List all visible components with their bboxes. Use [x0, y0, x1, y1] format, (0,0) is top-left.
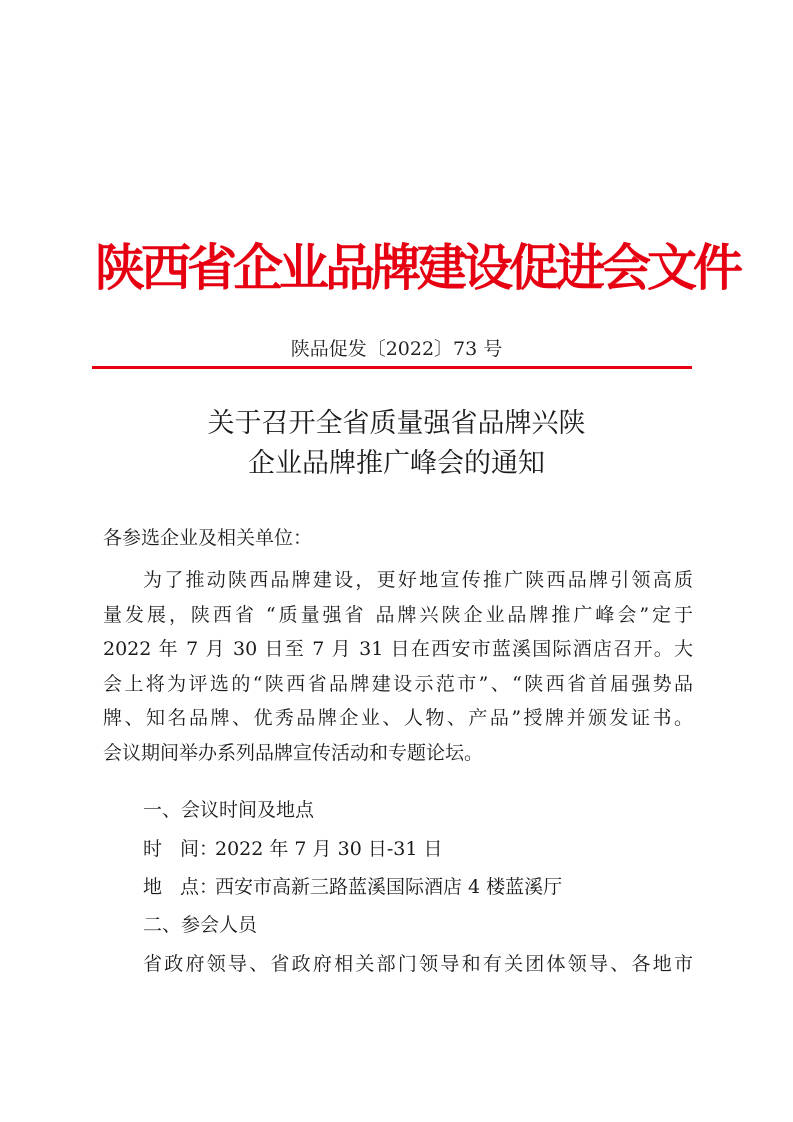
section-heading-attendees: 二、参会人员	[143, 914, 258, 936]
place-label-char-2: 点：	[180, 876, 219, 898]
place-label	[143, 874, 219, 900]
meeting-time-row	[143, 836, 442, 862]
paragraph-line: 会上将为评选的“陕西省品牌建设示范市”、“陕西省首届强势品	[103, 672, 693, 695]
issuing-organization-title: 陕西省企业品牌建设促进会文件	[95, 238, 739, 297]
meeting-time-value: 2022 年 7 月 30 日-31 日	[215, 838, 443, 860]
paragraph-line: 为了推动陕西品牌建设，更好地宣传推广陕西品牌引领高质	[143, 569, 693, 591]
notice-title-line-2: 企业品牌推广峰会的通知	[248, 448, 545, 479]
salutation: 各参选企业及相关单位：	[103, 527, 313, 549]
red-separator-line	[92, 366, 692, 369]
section-heading-time-place: 一、会议时间及地点	[143, 799, 315, 821]
time-label-char-2: 间：	[180, 838, 219, 860]
intro-paragraph	[103, 563, 693, 770]
paragraph-line: 2022 年 7 月 30 日至 7 月 31 日在西安市蓝溪国际酒店召开。大	[103, 638, 693, 660]
meeting-place-row	[143, 874, 562, 900]
notice-title-line-1: 关于召开全省质量强省品牌兴陕	[207, 408, 586, 439]
paragraph-line: 会议期间举办系列品牌宣传活动和专题论坛。	[103, 741, 484, 764]
attendees-text: 省政府领导、省政府相关部门领导和有关团体领导、各地市	[143, 953, 693, 975]
paragraph-line: 量发展，陕西省 “质量强省 品牌兴陕企业品牌推广峰会”定于	[103, 603, 693, 626]
time-label-char-1: 时	[143, 838, 163, 860]
time-label	[143, 836, 219, 862]
meeting-place-value: 西安市高新三路蓝溪国际酒店 4 楼蓝溪厅	[215, 876, 563, 898]
place-label-char-1: 地	[143, 876, 163, 898]
document-number: 陕品促发〔2022〕73 号	[290, 338, 503, 360]
notice-title	[0, 404, 793, 484]
paragraph-line: 牌、知名品牌、优秀品牌企业、人物、产品”授牌并颁发证书。	[103, 707, 693, 729]
